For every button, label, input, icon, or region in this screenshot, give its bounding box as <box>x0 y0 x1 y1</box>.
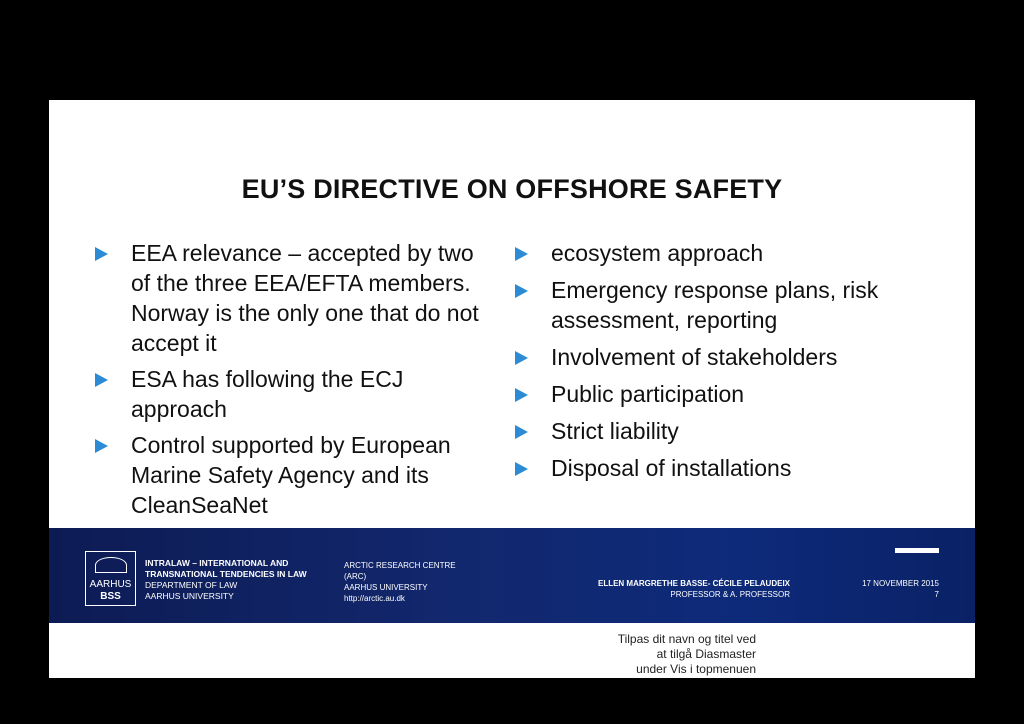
bullet-item <box>515 453 935 483</box>
bullet-item <box>95 430 495 520</box>
slide-footer <box>49 528 975 623</box>
org-line: DEPARTMENT OF LAW <box>145 580 238 590</box>
bullet-text: Public participation <box>551 381 745 407</box>
bullet-item <box>515 342 935 372</box>
org-line: TRANSNATIONAL TENDENCIES IN LAW <box>145 569 307 579</box>
slide <box>49 100 975 678</box>
bullet-text: Strict liability <box>551 418 679 444</box>
bullet-item <box>515 238 935 268</box>
bullet-text: Emergency response plans, risk assessment, reporting <box>551 277 879 333</box>
bullet-text: Control supported by European Marine Safety Agency and its CleanSeaNet <box>131 432 451 518</box>
authors-block <box>598 578 790 600</box>
decorative-bar <box>895 548 939 553</box>
bullet-arrow-icon <box>95 439 108 453</box>
arc-block <box>344 560 456 604</box>
note-line: Tilpas dit navn og titel ved <box>617 632 756 646</box>
organization-block <box>145 558 307 602</box>
arc-line: (ARC) <box>344 572 367 581</box>
page-number: 7 <box>934 590 939 599</box>
bullet-item <box>515 416 935 446</box>
date-block <box>862 578 939 600</box>
logo-text-bottom: BSS <box>100 591 121 602</box>
arc-line: ARCTIC RESEARCH CENTRE <box>344 561 456 570</box>
bullet-arrow-icon <box>515 351 528 365</box>
slide-title: EU’S DIRECTIVE ON OFFSHORE SAFETY <box>241 174 783 204</box>
bullet-arrow-icon <box>95 247 108 261</box>
arc-link[interactable]: http://arctic.au.dk <box>344 594 405 603</box>
bullet-arrow-icon <box>515 462 528 476</box>
author-roles: PROFESSOR & A. PROFESSOR <box>670 590 790 599</box>
bullet-text: EEA relevance – accepted by two of the three EEA/EFTA members. Norway is the only one that do not accept it <box>131 240 479 356</box>
date-text: 17 NOVEMBER 2015 <box>862 579 939 588</box>
bullet-item <box>95 364 495 424</box>
master-note <box>618 632 756 677</box>
bullet-arrow-icon <box>515 284 528 298</box>
bullet-text: ESA has following the ECJ approach <box>131 366 404 422</box>
bullet-item <box>515 379 935 409</box>
bullet-item <box>515 275 935 335</box>
bullet-arrow-icon <box>515 425 528 439</box>
left-bullet-list <box>95 238 495 526</box>
bullet-item <box>95 238 495 358</box>
note-line: at tilgå Diasmaster <box>656 647 756 661</box>
bullet-arrow-icon <box>515 247 528 261</box>
seal-icon <box>95 557 127 573</box>
org-line: AARHUS UNIVERSITY <box>145 591 234 601</box>
note-line: under Vis i topmenuen <box>636 662 756 676</box>
author-names: ELLEN MARGRETHE BASSE- CÉCILE PELAUDEIX <box>597 579 790 588</box>
bullet-text: Disposal of installations <box>551 455 792 481</box>
arc-line: AARHUS UNIVERSITY <box>344 583 428 592</box>
right-bullet-list <box>515 238 935 490</box>
bullet-arrow-icon <box>95 373 108 387</box>
bullet-text: Involvement of stakeholders <box>551 344 838 370</box>
org-line: INTRALAW – INTERNATIONAL AND <box>145 558 289 568</box>
university-logo <box>85 551 136 606</box>
bullet-arrow-icon <box>515 388 528 402</box>
logo-text-top: AARHUS <box>89 579 132 590</box>
bullet-text: ecosystem approach <box>551 240 764 266</box>
